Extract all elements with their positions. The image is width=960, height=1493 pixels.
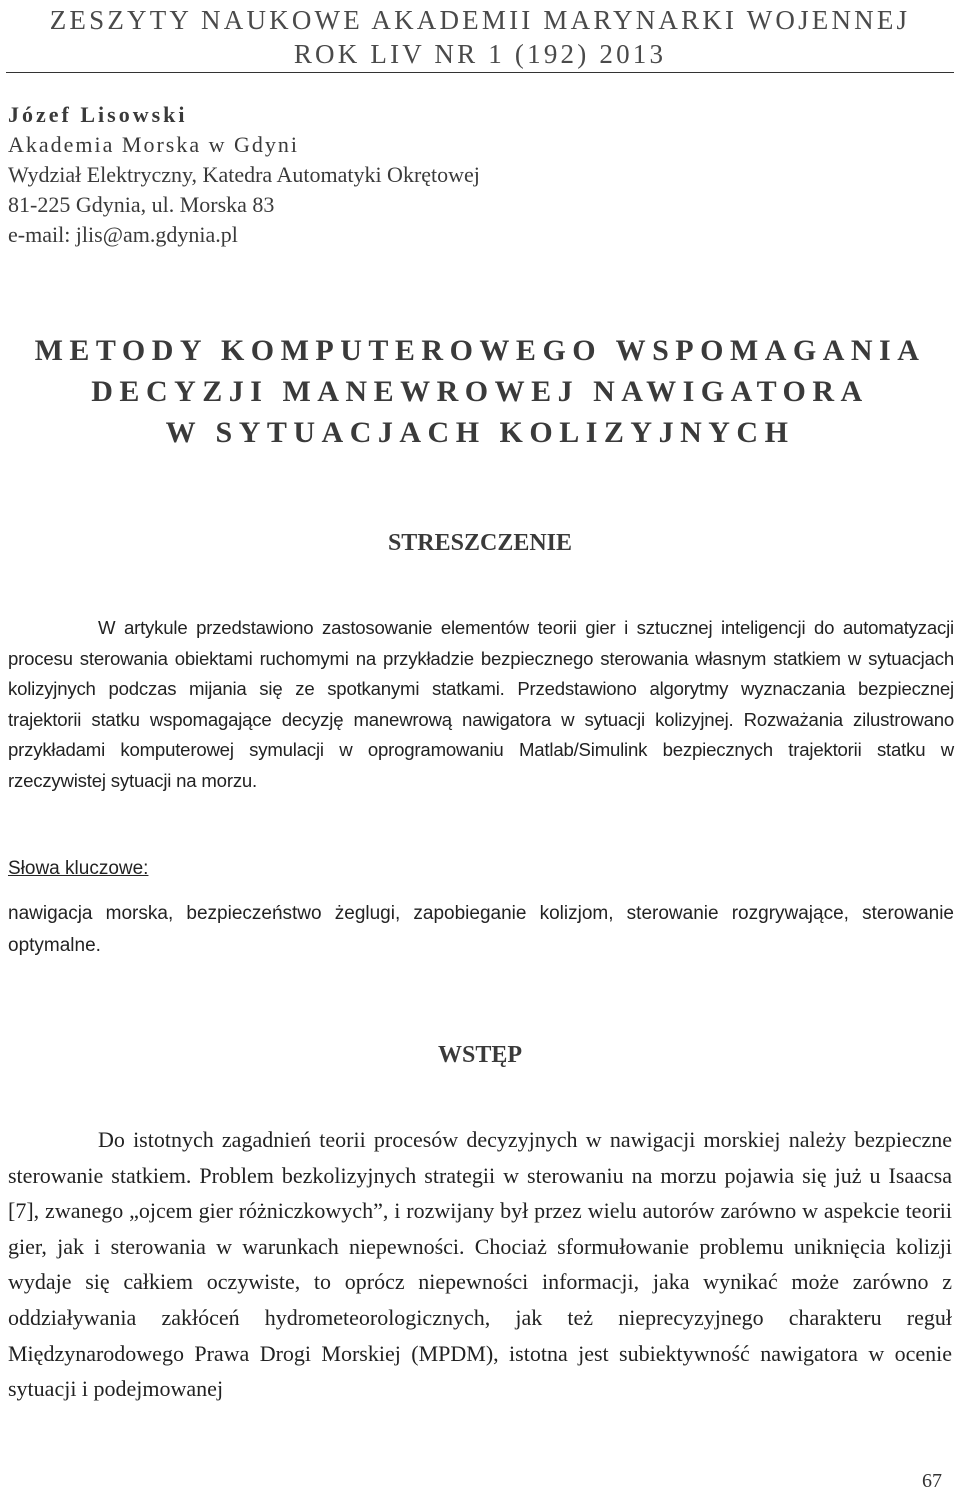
intro-text: Do istotnych zagadnień teorii procesów decyzyjnych w nawigacji morskiej należy bezpieczne sterowanie statkiem. Problem bezkolizyjnych strategii w sterowaniu na morzu pojawia się już u Isaacsa [7], zwanego „ojcem gier różniczkowych”, i rozwijany był przez wielu autorów zarówno w aspekcie teorii gier, jak i sterowania w warunkach niepewności. Chociaż sformułowanie problemu uniknięcia kolizji wydaje się całkiem oczywiste, to oprócz niepewności informacji, jaka wynikać może zarówno z oddziaływania zakłóceń hydrometeorologicznych, jak też nieprecyzyjnego charakteru reguł Międzynarodowego Prawa Drogi Morskiej (MPDM), istotna jest subiektywność nawigatora w ocenie sytuacji i podejmowanej — [8, 1127, 952, 1402]
keywords-label: Słowa kluczowe: — [8, 858, 149, 879]
author-address: 81-225 Gdynia, ul. Morska 83 — [8, 192, 275, 217]
abstract-text: W artykule przedstawiono zastosowanie elementów teorii gier i sztucznej inteligencji do automatyzacji procesu sterowania obiektami ruchomymi na przykładzie bezpiecznego sterowania własnym statkiem w sytuacjach kolizyjnych podczas mijania się ze spotkanymi statkami. Przedstawiono algorytmy wyznaczania bezpiecznej trajektorii statku wspomagające decyzję manewrową nawigatora w sytuacji kolizyjnej. Rozważania zilustrowano przykładami komputerowej symulacji w oprogramowaniu Matlab/Simulink bezpiecznych trajektorii statku w rzeczywistej sytuacji na morzu. — [8, 617, 954, 791]
keywords-text: nawigacja morska, bezpieczeństwo żeglugi, zapobieganie kolizjom, sterowanie rozgrywające, sterowanie optymalne. — [8, 903, 954, 956]
intro-heading: WSTĘP — [437, 1042, 523, 1068]
page-number: 67 — [922, 1470, 942, 1492]
author-name: Józef Lisowski — [8, 102, 188, 127]
paper-title — [0, 330, 960, 453]
abstract-heading: STRESZCZENIE — [387, 530, 573, 556]
author-department: Wydział Elektryczny, Katedra Automatyki Okrętowej — [8, 162, 480, 187]
author-institution: Akademia Morska w Gdyni — [8, 132, 300, 157]
author-block — [8, 100, 480, 250]
title-line-3: W SYTUACJACH KOLIZYJNYCH — [165, 416, 795, 449]
journal-volume: ROK LIV NR 1 (192) 2013 — [293, 39, 667, 69]
title-line-2: DECYZJI MANEWROWEJ NAWIGATORA — [91, 375, 869, 408]
title-line-1: METODY KOMPUTEROWEGO WSPOMAGANIA — [34, 334, 926, 367]
journal-title: ZESZYTY NAUKOWE AKADEMII MARYNARKI WOJENNEJ — [49, 5, 911, 35]
author-email: e-mail: jlis@am.gdynia.pl — [8, 222, 238, 247]
header-divider — [6, 72, 954, 73]
